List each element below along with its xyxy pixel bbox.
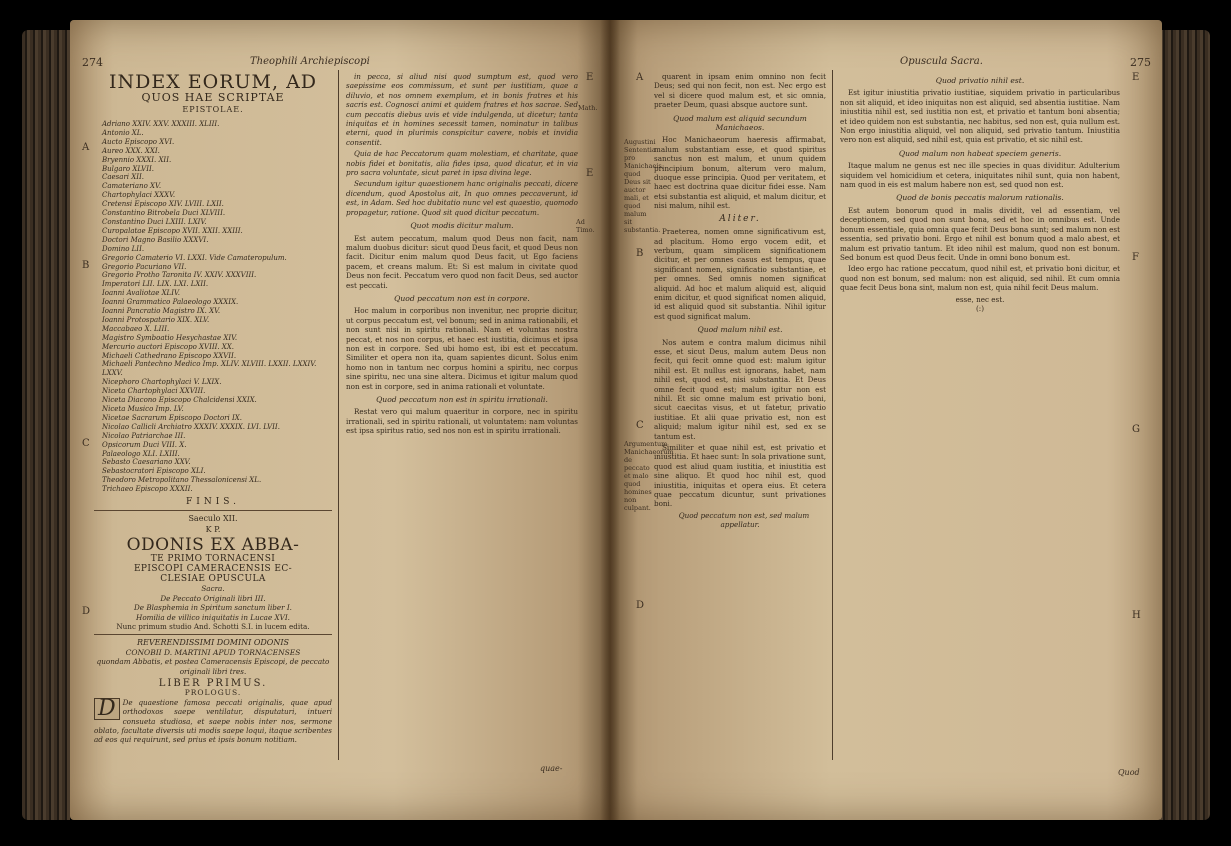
left-second-column xyxy=(346,72,578,762)
left-catchword: quae- xyxy=(540,764,563,773)
index-entry: Domino LII. xyxy=(102,244,145,253)
right-sig-h: H xyxy=(1132,610,1141,621)
left-col2-p5: Hoc malum in corporibus non invenitur, nec proprie dicitur, ut corpus peccatum est, vel bonum; sed in anima rationabili, et non sunt nisi in spiritu rationali. Nam et voluntas nostra peccat, et nos non corpus, et haec est iustitia, dicimus et ipsa non est in corpore. Sed ubi homo est, ibi est et peccatum. Similiter et opera non ita, quam sapientes dicunt. Solus enim homo non in tantum nec corpus homini a spiritu, nec corpus sine spiritu, nec una sine altera. Dicimus et igitur malum quod non est in corpore, sed in anima rationali et voluntate. xyxy=(346,306,578,391)
right-sig-b: B xyxy=(636,248,644,259)
index-entry: Mercurio auctori Episcopo XVIII. XX. xyxy=(102,342,235,351)
contents-1: De Peccato Originali libri III. xyxy=(160,593,266,603)
index-entry: Bryennio XXXI. XII. xyxy=(102,155,172,164)
right-col1-p6: Quod peccatum non est, sed malum appellatur. xyxy=(678,510,810,530)
left-margin-note-1: Math. xyxy=(578,104,598,112)
index-entry: Magistro Symboatio Hesychastae XIV. xyxy=(102,333,238,342)
reverend-line-1: REVERENDISSIMI DOMINI ODONIS xyxy=(137,638,289,648)
contents-3: Homilia de villico iniquitatis in Lucae XVI. xyxy=(136,612,290,622)
right-running-head: Opuscula Sacra. xyxy=(900,56,983,67)
index-entry: Cretensi Episcopo XIV. LVIII. LXII. xyxy=(102,200,224,209)
left-heading-2: Quod peccatum non est in corpore. xyxy=(394,293,530,303)
right-col1-p1: quarent in ipsam enim omnino non fecit Deus; sed qui non fecit, non est. Nec ergo est vel si dicere quod malum est, et sic omnia, praeter Deum, quasi absque auctore sunt. xyxy=(654,72,826,110)
index-entry: Maccabaeo X. LIII. xyxy=(102,324,170,333)
right-col1-p2: Hoc Manichaeorum haeresis affirmabat, malum substantiam esse, et quod spiritus sanctus non est malum, et unum quidem principium bonum, alterum vero malum, duoque esse principia. Quod per veritatem, et haec est doctrina quae dicitur fidei esse. Nam etsi substantia est aliquid, et malum dicitur, et nisi malum, nihil est. xyxy=(654,135,826,211)
index-entry: Michaeli Pantechno Medico Imp. XLIV. XLVIII. LXXII. LXXIV. xyxy=(102,360,317,369)
index-entry: Aureo XXX. XXI. xyxy=(102,146,160,155)
right-col2-mark: (:) xyxy=(975,303,985,313)
index-entry: Antonio XL. xyxy=(102,128,144,137)
index-entry: Niceta Diacono Episcopo Chalcidensi XXIX. xyxy=(102,396,257,405)
index-entry: Gregorio Pacuriano VII. xyxy=(102,262,187,271)
index-title: INDEX EORUM, AD xyxy=(108,72,318,93)
right-col1-p4: Nos autem e contra malum dicimus nihil esse, et sicut Deus, malum autem Deus non fecit, qui fecit omne quod est: malum igitur nihil est. Et nullus est ignorans, habet, nam nihil est, quod est, nisi substantia. Et Deus omne fecit quod est; malum igitur non est nihil. Et sic omne malum est privatio boni, sicut caecitas visus, et ut fatetur, privatio iustitiae. Et alii quae privatio est, non est aliquid; malum igitur nihil est, sed ex se tantum est. xyxy=(654,337,826,441)
left-column xyxy=(94,72,332,792)
left-folio: 274 xyxy=(82,56,103,69)
right-folio: 275 xyxy=(1130,56,1151,69)
index-subtitle: QUOS HAE SCRIPTAE xyxy=(141,91,285,104)
right-sig-d: D xyxy=(636,600,645,611)
right-page xyxy=(610,20,1162,820)
left-heading-1: Quot modis dicitur malum. xyxy=(410,221,514,231)
index-entry: Theodoro Metropolitano Thessalonicensi XL. xyxy=(102,476,262,485)
right-sig-g: G xyxy=(1132,424,1140,435)
dropcap-d: D xyxy=(94,698,120,720)
left-col2-p6: Restat vero qui malum quaeritur in corpore, nec in spiritu irrationali, sed in spiritu rationali, ut voluntatem: nam voluntas est ipsa spiritus ratio, sed nos non est in spiritu irrationali. xyxy=(346,407,578,436)
left-col2-p1: in pecca, si aliud nisi quod sumptum est, quod vero saepissime eos commissum, et sunt per iustitiam, quae a diluvio, et nos omnem exemplum, et in bonis fratres et his sacris est. Cognosci animi et quidem fratres et hos sacrae. Sed cum peccatis diebus uvis et vide indulgenda, ut dicetur; tanta iniquitas et in homines secessit tamen, nominatur in talibus eterni, quod in plurimis conspicitur cavere, nobis et invidia consentit. xyxy=(346,72,578,147)
index-entry: Caesari XII. xyxy=(102,173,144,182)
right-sig-f: F xyxy=(1132,252,1139,263)
fore-edge-left xyxy=(22,30,70,820)
reverend-line-4: originali libri tres. xyxy=(179,666,247,676)
left-sig-a: A xyxy=(82,142,90,153)
right-col1-p5: Similiter et quae nihil est, est privatio et iniustitia. Et haec sunt: In sola privatione sunt, quod est aliud quam iustitia, et iniustitia est sine aliquo. Et quod hoc nihil est, quod iniustitia, iniquitas et opera eius. Et cetera quae peccatum dicuntur, sunt privationes boni. xyxy=(654,443,826,509)
right-sig-c: C xyxy=(636,420,644,431)
index-entry: Ioanni Pancratio Magistro IX. XV. xyxy=(102,307,221,316)
left-sig-b: B xyxy=(82,260,90,271)
right-first-column xyxy=(654,72,826,772)
right-heading-5: Quod de bonis peccatis malorum rationalis. xyxy=(896,193,1064,203)
edition-note: Nunc primum studio And. Schotti S.I. in lucem edita. xyxy=(116,621,310,631)
right-col2-end: esse, nec est. xyxy=(955,294,1005,304)
index-entry: Constantino Duci LXIII. LXIV. xyxy=(102,217,207,226)
reverend-line-2: CONOBII D. MARTINI APUD TORNACENSES xyxy=(125,647,301,657)
index-entry: Nicolao Patriarchae III. xyxy=(102,431,186,440)
index-entry: Sebasto Caesariano XXV. xyxy=(102,458,191,467)
left-sig-d: D xyxy=(82,606,91,617)
book-gutter xyxy=(600,20,620,820)
index-entry: Aucto Episcopo XVI. xyxy=(102,137,175,146)
right-sig-e: E xyxy=(1132,72,1140,83)
right-col2-p4: Ideo ergo hac ratione peccatum, quod nihil est, et privatio boni dicitur, et quod non est bonum, sed malum: non est aliquid, sed nihil. Et cum omnia quae fecit Deus bona sint, malum non est, quia nihil fecit Deus malum. xyxy=(840,264,1120,293)
left-page xyxy=(70,20,610,820)
left-heading-3: Quod peccatum non est in spiritu irrationali. xyxy=(376,395,548,404)
right-second-column xyxy=(840,72,1120,772)
index-entry: Niceta Chartophylaci XXVIII. xyxy=(102,387,206,396)
odonis-heading-4: CLESIAE OPUSCULA xyxy=(160,574,266,585)
right-col2-p2: Itaque malum ne genus est nec ille species in quas dividitur. Adulterium siquidem vel homicidium et cetera, iniquitates nihil sunt, quia non habent, nam quod in eis est malum habere non est, sed quod non est. xyxy=(840,161,1120,190)
index-entry: Doctori Magno Basilio XXXVI. xyxy=(102,235,209,244)
index-entry: Nicephoro Chartophylaci V. LXIX. xyxy=(102,378,222,387)
left-col2-p2: Quia de hac Peccatorum quam molestiam, et charitate, quae nobis fidei et bonitatis, alia fides ipsa, quod dicatur, et in via pro sacra voluntate, sicut paret in ipsa divina lege. xyxy=(346,149,578,178)
right-col1-p3: Praeterea, nomen omne significativum est, ad placitum. Homo ergo vocem edit, et verbum, quam simplicem significationem dicitur, et per omnes casus est tempus, quae significant nomen, significatio substantiae, et per omnes. Sed omnis nomen significat aliquid. Ad hoc et malum aliquid est, aliquid enim dicitur, et quod significat nomen aliquid, id est aliquid quod sit substantia. Nihil igitur est quod significat malum. xyxy=(654,227,826,321)
odonis-heading-3: EPISCOPI CAMERACENSIS EC- xyxy=(133,564,293,575)
sacra: Sacra. xyxy=(201,584,225,594)
contents-2: De Blasphemia in Spiritum sanctum liber I. xyxy=(134,603,292,613)
kp-mark: K P. xyxy=(205,524,221,534)
index-entry: Michaeli Cathedrano Episcopo XXVII. xyxy=(102,351,237,360)
right-column-rule xyxy=(832,70,833,760)
left-col2-p3: Secundum igitur quaestionem hanc originalis peccati, dicere dicendum, quod Apostolus ait, In quo omnes peccaverunt, id est, in Adam. Sed hoc dubitatio nunc vel est quaestio, quomodo propagetur, ratione. Quod sit quod dicitur peccatum. xyxy=(346,179,578,217)
right-heading-1: Quod malum est aliquid secundum Manichaeos. xyxy=(673,113,807,133)
index-entry: LXXV. xyxy=(102,369,123,378)
index-entry: Constantino Bitrobela Duci XLVIII. xyxy=(102,209,226,218)
right-margin-note-1: Augustini Sententia pro Manichaeis, quod Deus sit auctor mali, et quod malum sit substantia. xyxy=(624,138,664,234)
index-entry: Niceta Musico Imp. LV. xyxy=(102,405,184,413)
index-entry: Opsicorum Duci VIII. X. xyxy=(102,440,187,449)
reverend-line-3: quondam Abbatis, et postea Cameracensis Episcopi, de peccato xyxy=(96,657,330,667)
left-sig-f: E xyxy=(586,168,594,179)
index-entry: Gregorio Protho Taronita IV. XXIV. XXXVIII. xyxy=(102,271,257,280)
left-sig-e: E xyxy=(586,72,594,83)
right-heading-4: Quod malum non habeat speciem generis. xyxy=(898,148,1062,158)
index-entry: Chartophylaci XXXV. xyxy=(102,191,176,200)
right-col2-p3: Est autem bonorum quod in malis dividit, vel ad essentiam, vel deceptionem, sed quod non sunt bona, sed et hoc in omnibus est. Unde bonum essentiale, quia omnia quae fecit Deus bona sunt; sed malum non est essentia, sed privatio boni. Ergo et nihil est bonum quod a malo abest, et malum est privatio tantum. Et ideo nihil est malum, quod non est bonum. Sed bonum est quod Deus fecit. Unde in omni bono bonum est. xyxy=(840,205,1120,262)
odonis-heading: ODONIS EX ABBA- xyxy=(126,535,300,556)
index-entry: Ioanni Protospatario XIX. XLV. xyxy=(102,315,210,324)
liber-primus: LIBER PRIMUS. xyxy=(158,677,268,689)
index-entry: Ioanni Grammatico Palaeologo XXXIX. xyxy=(102,298,239,307)
index-list xyxy=(94,120,332,494)
left-margin-note-2: Ad Timo. xyxy=(576,218,595,234)
index-entry: Curopalatae Episcopo XVII. XXII. XXIII. xyxy=(102,226,243,235)
index-entry: Sebastocratori Episcopo XLI. xyxy=(102,467,206,476)
index-entry: Nicolao Callicli Archiatro XXXIV. XXXIX. LVI. LVII. xyxy=(102,422,280,431)
right-heading-3: Quod privatio nihil est. xyxy=(935,76,1025,85)
saeculum: Saeculo XII. xyxy=(188,514,238,524)
right-heading-2: Quod malum nihil est. xyxy=(697,325,783,335)
index-entry: Nicetae Sacrarum Episcopo Doctori IX. xyxy=(102,413,242,422)
index-entry: Adriano XXIV. XXV. XXXIII. XLIII. xyxy=(102,120,220,128)
right-heading-aliter: Aliter. xyxy=(719,213,761,224)
left-col2-p4: Est autem peccatum, malum quod Deus non facit, nam malum duobus dicitur: sicut quod Deus facit, et quod Deus non facit. Dicitur enim malum quod Deus facit, ut Ego faciens pacem, et creans malum. Et: Si est malum in civitate quod Deus non fecit. Peccatum vero quod non facit Deus, sed auctor est peccati. xyxy=(346,233,578,290)
right-catchword: Quod xyxy=(1118,768,1140,777)
column-rule xyxy=(338,70,339,760)
odonis-heading-2: TE PRIMO TORNACENSI xyxy=(150,554,276,565)
finis: FINIS. xyxy=(186,497,240,508)
left-sig-c: C xyxy=(82,438,90,449)
index-entry: Gregorio Camaterio VI. LXXI. Vide Camateropulum. xyxy=(102,253,287,262)
right-col2-p1: Est igitur iniustitia privatio iustitiae, siquidem privatio in particularibus non sit aliquid, et ideo iniquitas non est aliquid, sed absentia iustitiae. Nam iniustitia nihil est, sed iustitia non est, et privatio et tantum boni absentia; et ideo quidem non est substantia, nec habitus, sed non est, quia nullum est. Non ergo iniustitia aliquid, vel non aliquid, sed privatio tantum. Iniustitia vero non est aliquid, sed nihil est, quia est privatio, et sic nihil est. xyxy=(840,88,1120,145)
fore-edge-right xyxy=(1160,30,1210,820)
index-entry: Ioanni Avaliotae XLIV. xyxy=(102,289,181,298)
prologus-text: De quaestione famosa peccati originalis, quae apud orthodoxos saepe ventilatur, disputaturi, intueri consueta studiosa, et saepe nobis inter nos, sermone oblato, facultate diversis uti modis saepe loqui, itaque scribentes ad eos qui requirunt, sed prius et ipsis bonum notitiam. xyxy=(94,697,332,745)
left-running-head: Theophili Archiepiscopi xyxy=(250,56,370,67)
prologus: PROLOGUS. xyxy=(184,688,242,698)
index-subtitle-2: EPISTOLAE. xyxy=(182,105,244,114)
index-entry: Camateriano XV. xyxy=(102,182,162,191)
index-entry: Imperatori LII. LIX. LXI. LXII. xyxy=(102,280,209,289)
right-margin-note-2: Argumentum Manichaeorum de peccato et malo quod homines non culpant. xyxy=(624,440,674,512)
index-entry: Palaeologo XLI. LXIII. xyxy=(102,449,180,458)
right-sig-a: A xyxy=(636,72,644,83)
index-entry: Trichaeo Episcopo XXXII. xyxy=(102,485,193,494)
index-entry: Bulgaro XLVII. xyxy=(102,164,154,173)
